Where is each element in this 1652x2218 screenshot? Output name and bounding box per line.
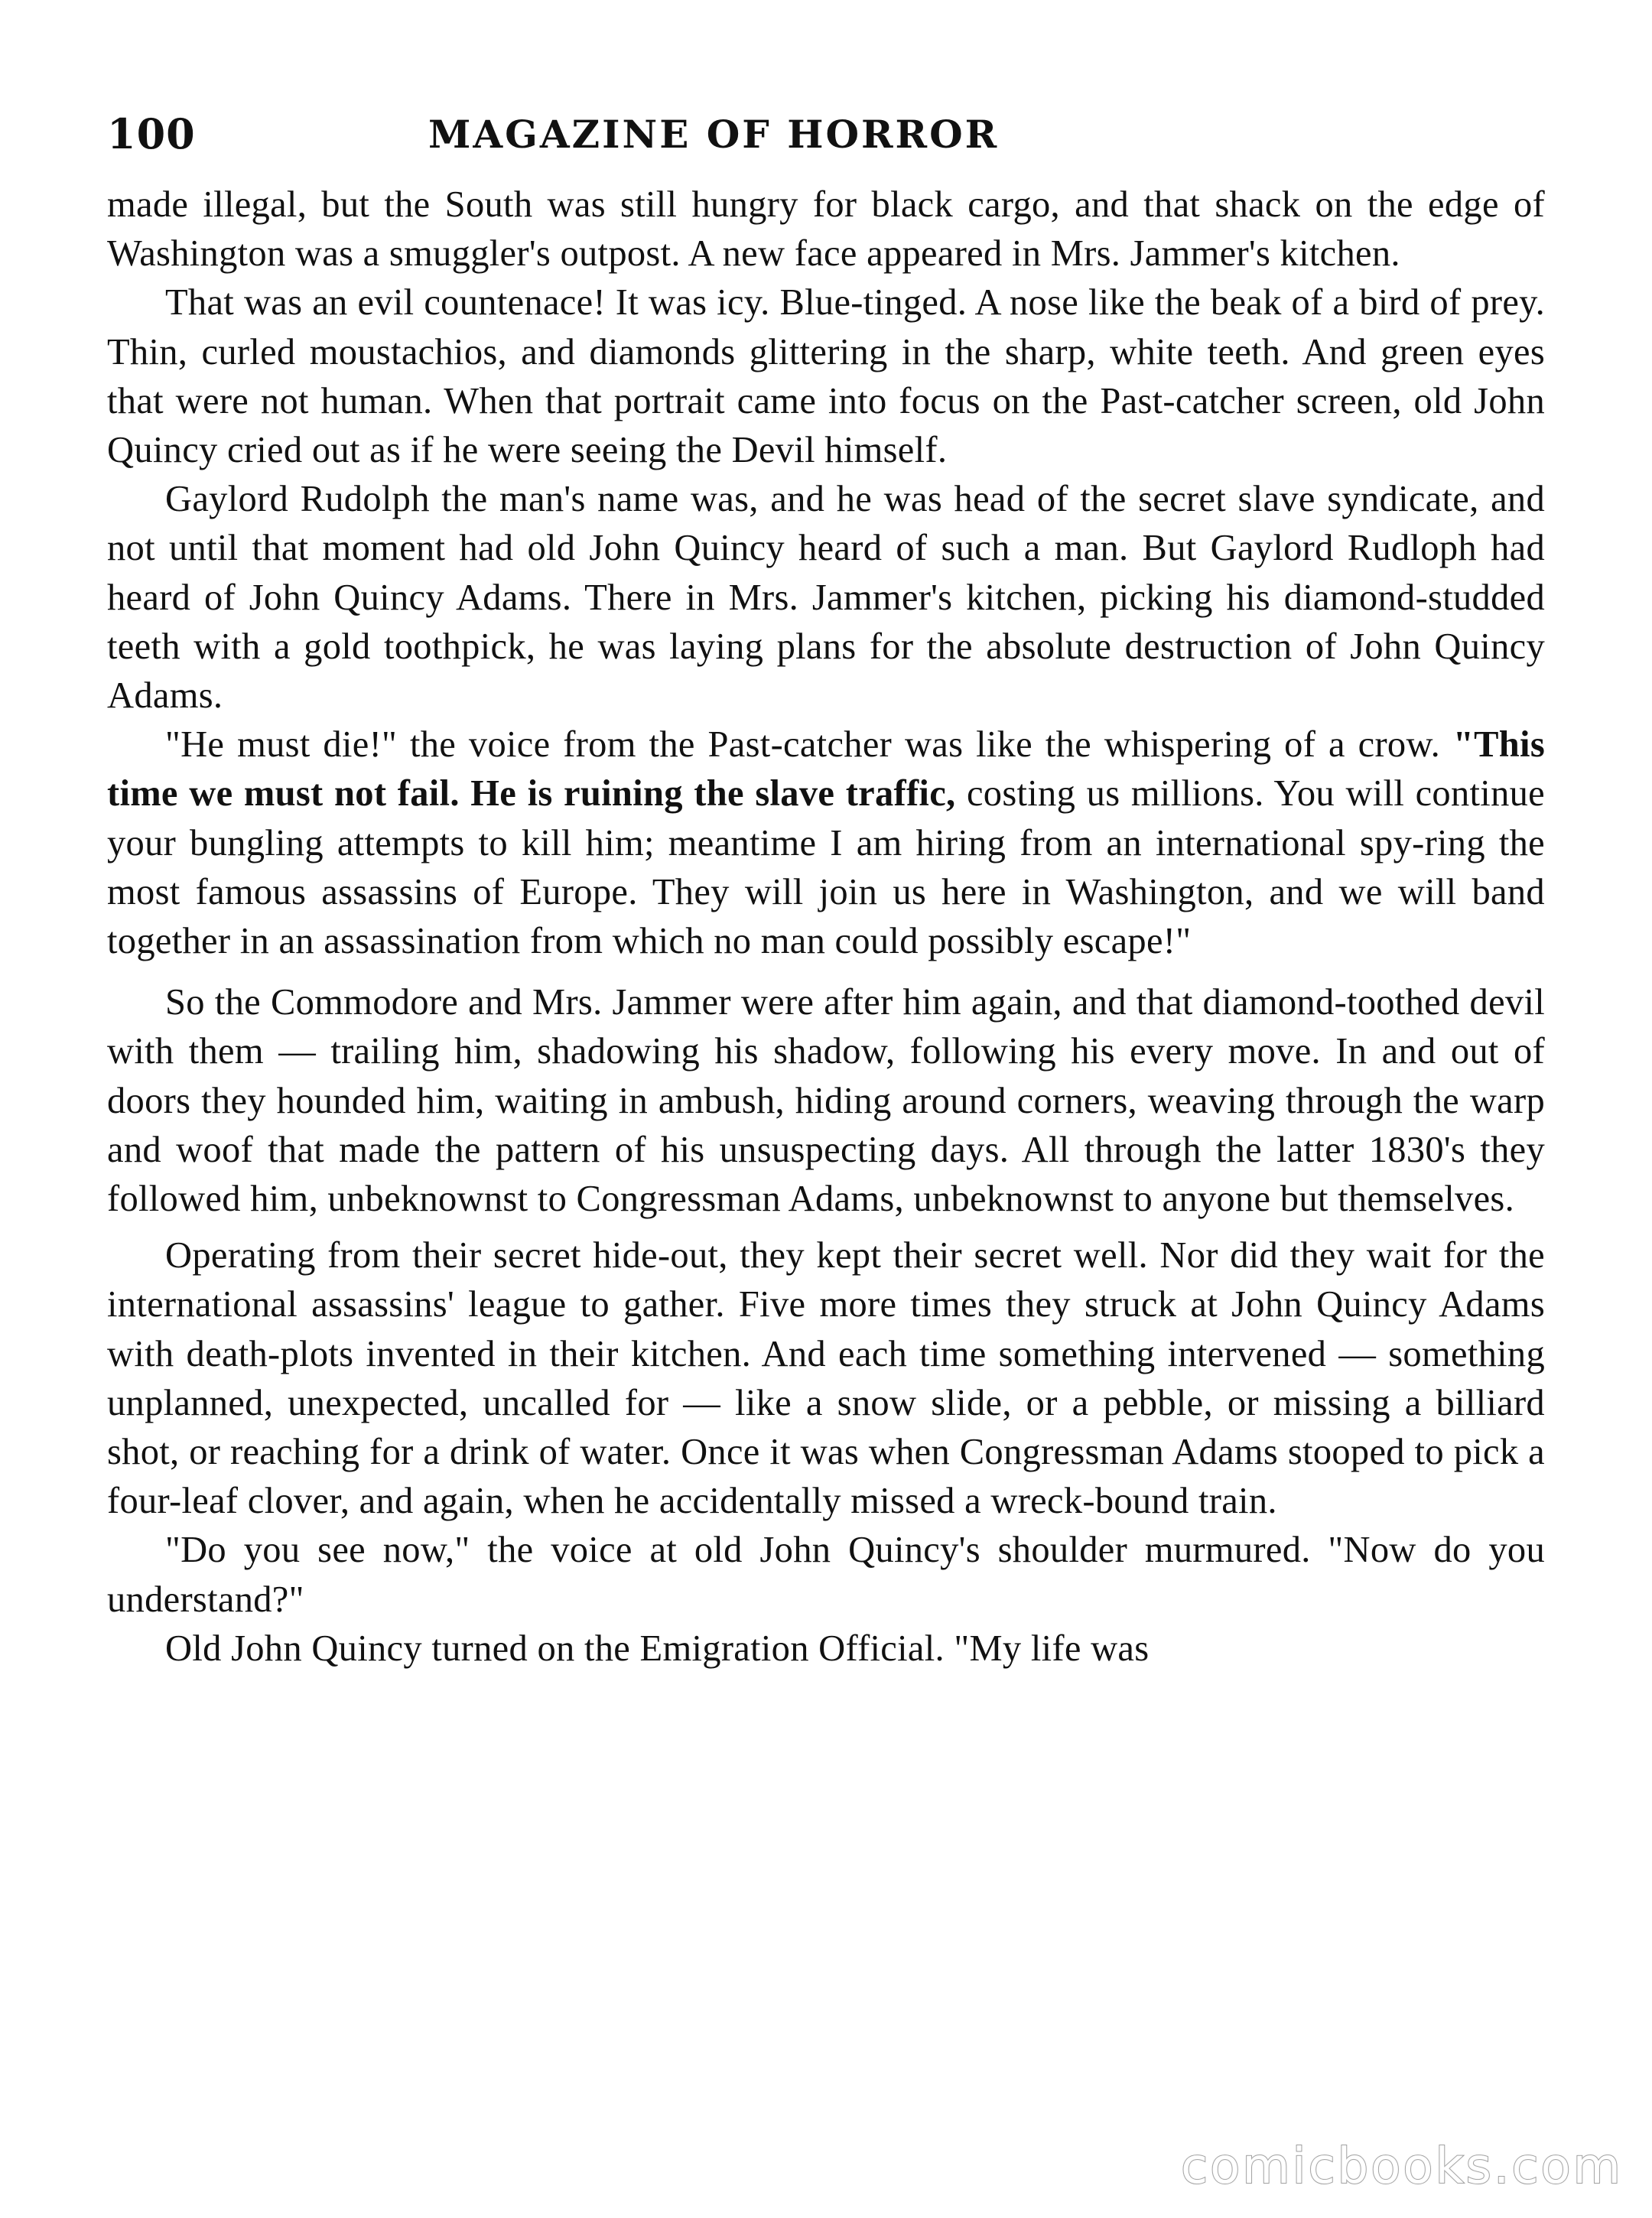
paragraph-4-part-a: "He must die!" the voice from the Past-catcher was like the whispering of a crow.: [165, 724, 1453, 766]
paragraph-6: Operating from their secret hide-out, they kept their secret well. Nor did they wait for the international assassins' league to gather. Five more times they struck at John Quincy Adams with death-plots invented in their kitchen. And each time something intervened — something unplanned, unexpected, uncalled for — like a snow slide, or a pebble, or missing a billiard shot, or reaching for a drink of water. Once it was when Congressman Adams stooped to pick a four-leaf clover, and again, when he accidentally missed a wreck-bound train.: [107, 1235, 1545, 1522]
paragraph-1: made illegal, but the South was still hungry for black cargo, and that shack on the edge of Washington was a smuggler's outpost. A new face appeared in Mrs. Jammer's kitchen.: [107, 184, 1545, 275]
paragraph-8: Old John Quincy turned on the Emigration Official. "My life was: [165, 1628, 1150, 1669]
paragraph-4-part-b: costing us millions. You will continue your bungling attempts to kill him; meantime I am hiring from an international spy-ring the most famous assassins of Europe. They will join us here in Washington, and we will band together in an assassination from which no man could possibly escape!": [107, 773, 1546, 962]
page: [107, 92, 1545, 2203]
article-body: [107, 180, 1545, 1673]
paragraph-3: Gaylord Rudolph the man's name was, and he was head of the secret slave syndicate, and not until that moment had old John Quincy heard of such a man. But Gaylord Rudloph had heard of John Quincy Adams. There in Mrs. Jammer's kitchen, picking his diamond-studded teeth with a gold toothpick, he was laying plans for the absolute destruction of John Quincy Adams.: [107, 479, 1545, 717]
watermark: comicbooks.com: [1180, 2138, 1623, 2195]
page-number: 100: [107, 109, 196, 158]
paragraph-5: So the Commodore and Mrs. Jammer were after him again, and that diamond-toothed devil with them — trailing him, shadowing his shadow, following his every move. In and out of doors they hounded him, waiting in ambush, hiding around corners, weaving through the warp and woof that made the pattern of his unsuspecting days. All through the latter 1830's they followed him, unbeknownst to Congressman Adams, unbeknownst to anyone but themselves.: [107, 982, 1545, 1220]
paragraph-7: "Do you see now," the voice at old John Quincy's shoulder murmured. "Now do you understand?": [107, 1530, 1545, 1620]
running-title: MAGAZINE OF HORROR: [428, 111, 1000, 157]
paragraph-4-bold-part: "This time we must not fail. He is ruining the slave traffic,: [107, 724, 1545, 815]
paragraph-4: [107, 720, 1545, 966]
paragraph-2: That was an evil countenace! It was icy. Blue-tinged. A nose like the beak of a bird of prey. Thin, curled moustachios, and diamonds glittering in the sharp, white teeth. And green eyes that were not human. When that portrait came into focus on the Past-catcher screen, old John Quincy cried out as if he were seeing the Devil himself.: [107, 282, 1545, 471]
page-header: [107, 92, 1545, 176]
